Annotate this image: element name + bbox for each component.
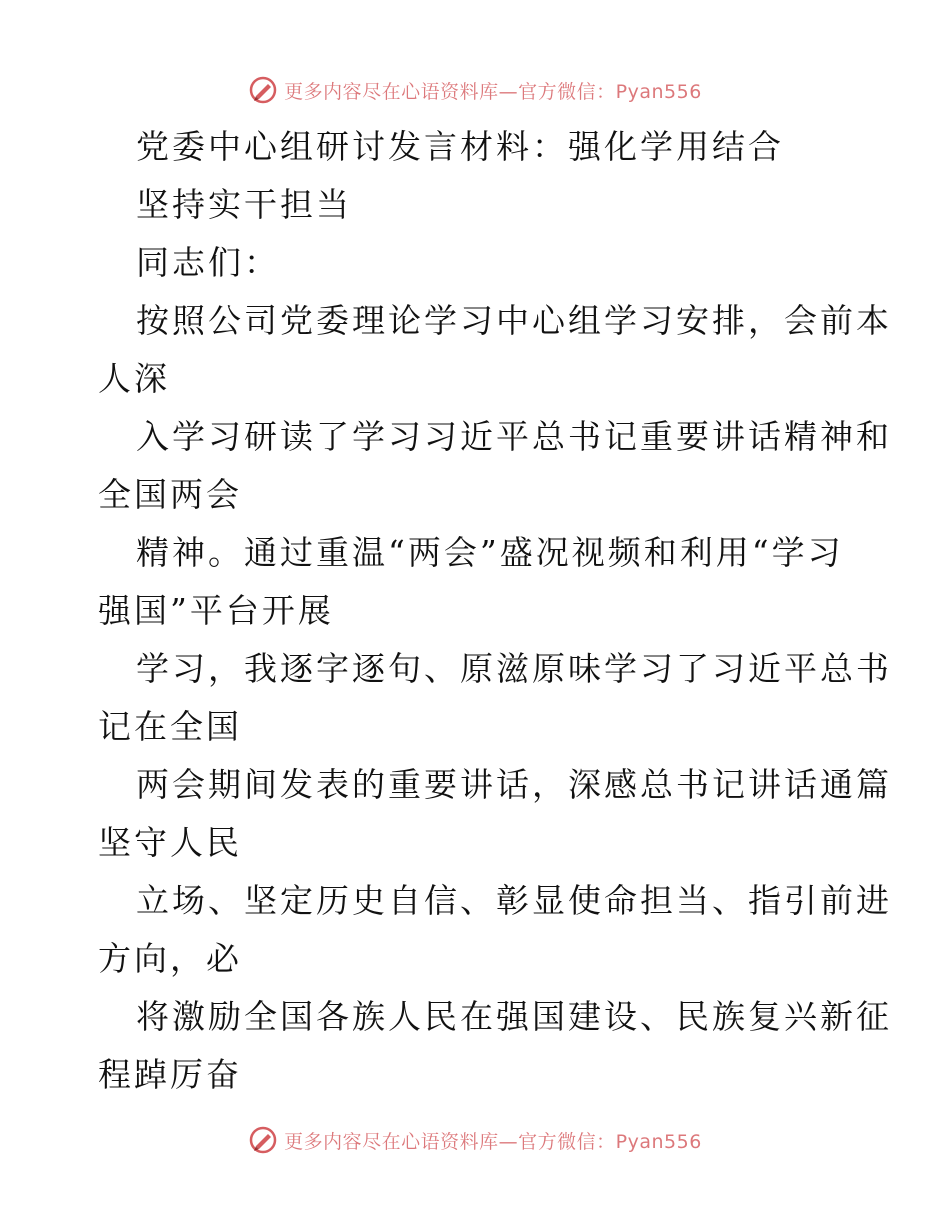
paragraph-line: 精神。通过重温“两会”盛况视频和利用“学习: [136, 533, 844, 572]
paragraph-line: 全国两会: [98, 475, 242, 514]
header-watermark-text: 更多内容尽在心语资料库—官方微信：Pyan556: [284, 80, 702, 103]
paragraph-line: 两会期间发表的重要讲话，深感总书记讲话通篇: [136, 765, 892, 804]
salutation: 同志们：: [136, 243, 280, 282]
pen-logo-icon: [248, 75, 278, 105]
document-body: [98, 118, 892, 1104]
paragraph-line: 坚守人民: [98, 823, 242, 862]
document-title-line-1: 党委中心组研讨发言材料：强化学用结合: [136, 127, 784, 166]
document-title-line-2: 坚持实干担当: [136, 185, 352, 224]
paragraph-line: 立场、坚定历史自信、彰显使命担当、指引前进: [136, 881, 892, 920]
footer-watermark-banner: [0, 1120, 950, 1160]
paragraph-line: 学习，我逐字逐句、原滋原味学习了习近平总书: [136, 649, 892, 688]
paragraph-line: 方向，必: [98, 939, 242, 978]
paragraph-line: 入学习研读了学习习近平总书记重要讲话精神和: [136, 417, 892, 456]
paragraph-line: 记在全国: [98, 707, 242, 746]
footer-watermark-text: 更多内容尽在心语资料库—官方微信：Pyan556: [284, 1130, 702, 1153]
paragraph-line: 按照公司党委理论学习中心组学习安排，会前本: [136, 301, 892, 340]
paragraph-line: 人深: [98, 359, 170, 398]
paragraph-line: 将激励全国各族人民在强国建设、民族复兴新征: [136, 997, 892, 1036]
paragraph-line: 强国”平台开展: [98, 591, 334, 630]
paragraph-line: 程踔厉奋: [98, 1055, 242, 1094]
header-watermark-banner: [0, 70, 950, 110]
pen-logo-icon: [248, 1125, 278, 1155]
